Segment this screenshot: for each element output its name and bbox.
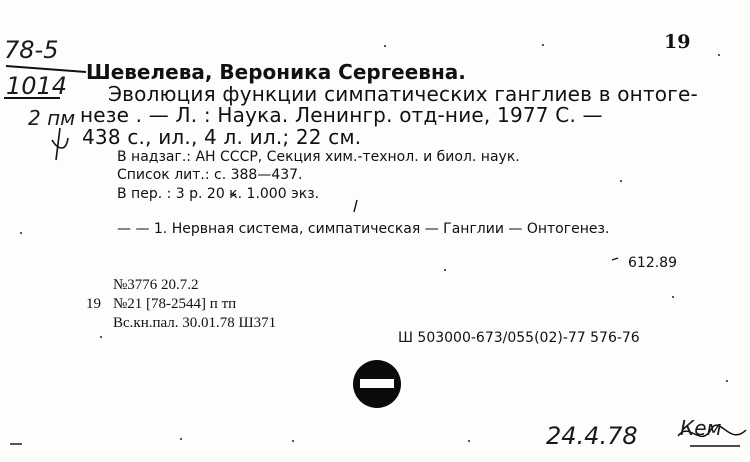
classification-number: 612.89 — [628, 255, 677, 271]
author-heading: Шевелева, Вероника Сергеевна. — [86, 60, 466, 84]
page-number: 19 — [664, 31, 691, 53]
dust-speck — [726, 380, 728, 382]
dust-speck — [468, 440, 470, 442]
shelf-mark-bottom: 1014 — [6, 72, 68, 100]
handwritten-signature: Кем — [680, 416, 722, 440]
record-line-2: №21 [78-2544] п тп — [113, 296, 237, 312]
dust-speck — [384, 45, 386, 47]
dust-speck — [542, 44, 544, 46]
handwritten-mark — [52, 128, 68, 160]
note-line-2: Список лит.: с. 388—437. — [117, 167, 303, 183]
record-line-3: Вс.кн.пал. 30.01.78 Ш371 — [113, 315, 277, 331]
dust-speck — [718, 54, 720, 56]
title-line-3: 438 с., ил., 4 л. ил.; 22 см. — [82, 125, 362, 149]
subject-headings: — — 1. Нервная система, симпатическая — Ганглии — Онтогенез. — [117, 221, 610, 237]
shelf-mark-top: 78-5 — [4, 36, 59, 64]
dust-speck — [444, 269, 446, 271]
handwritten-note: 2 пм — [28, 106, 76, 130]
dust-speck — [620, 180, 622, 182]
punch-hole — [353, 360, 401, 408]
handwritten-date: 24.4.78 — [546, 422, 638, 450]
title-line-2: незе . — Л. : Наука. Ленингр. отд-ние, 1977 С. — — [80, 103, 603, 127]
record-prefix: 19 — [86, 296, 101, 312]
dust-speck — [292, 440, 294, 442]
dust-speck — [180, 438, 182, 440]
dust-speck — [20, 232, 22, 234]
dust-speck — [672, 296, 674, 298]
dust-speck — [100, 336, 102, 338]
title-line-1: Эволюция функции симпатических ганглиев в онтоге- — [108, 82, 698, 106]
record-line-1: №3776 20.7.2 — [113, 277, 199, 293]
price-code: Ш 503000-673/055(02)-77 576-76 — [398, 330, 640, 346]
note-line-1: В надзаг.: АН СССР, Секция хим.-технол. и биол. наук. — [117, 149, 520, 165]
note-line-3: В пер. : 3 р. 20 к. 1.000 экз. — [117, 186, 320, 202]
